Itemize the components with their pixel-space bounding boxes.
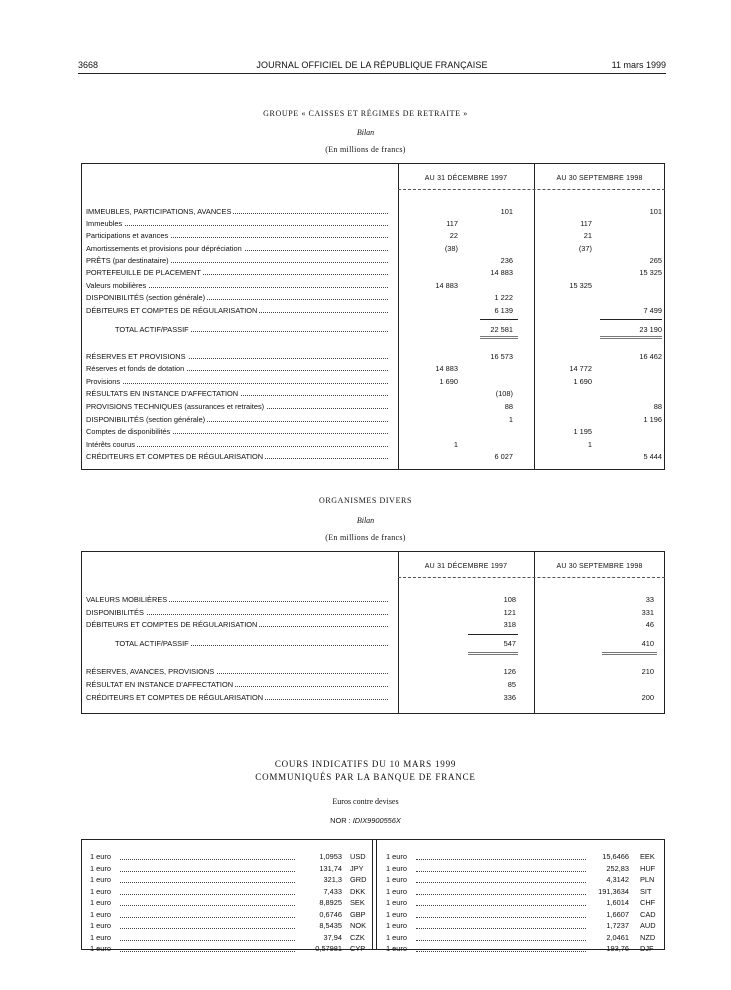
cell-value: 14 883 [435,281,458,290]
table-row [82,325,664,337]
row-label: DISPONIBILITÉS (section générale) [86,415,388,424]
total-rule [480,336,518,339]
currency-label: 1 euro [386,852,407,861]
currency-label: 1 euro [386,909,407,919]
exchange-rate: 321,3 [323,875,342,884]
currency-label: 1 euro [90,944,111,953]
table-row [82,608,664,620]
currency-label: 1 euro [90,886,111,896]
cell-value: 16 573 [490,352,513,361]
table-row [82,306,664,318]
table-row [82,231,664,243]
cell-value: 200 [641,693,654,702]
currency-code: CHF [640,898,656,907]
currency-code: CYP [350,944,366,953]
row-label: CRÉDITEURS ET COMPTES DE RÉGULARISATION [86,693,388,702]
sum-rule [480,319,518,320]
currency-row [386,864,666,874]
page-number: 3668 [78,60,99,70]
col-header-1998: AU 30 SEPTEMBRE 1998 [556,563,643,570]
row-label: RÉSERVES, AVANCES, PROVISIONS [86,667,388,676]
currency-row [90,864,370,874]
currency-label: 1 euro [386,944,407,953]
cell-value: 336 [503,693,516,702]
exchange-rate: 37,94 [323,932,342,942]
table-row [82,402,664,414]
currency-row [90,852,370,862]
nor-value: IDIX9900556X [352,816,401,825]
currency-code: AUD [640,921,656,930]
cell-value: 410 [641,639,654,648]
header-rule [78,73,666,74]
currency-code: EEK [640,852,655,861]
cell-value: 117 [446,219,458,228]
col-divider [376,840,377,949]
exchange-rate: 15,6466 [602,852,629,861]
row-label: CRÉDITEURS ET COMPTES DE RÉGULARISATION [86,452,388,461]
exchange-rate: 4,3142 [606,875,629,884]
currency-row [386,887,666,897]
currency-code: JPY [350,863,364,873]
currency-row [90,875,370,885]
section2-unit: (En millions de francs) [325,533,406,542]
row-label: IMMEUBLES, PARTICIPATIONS, AVANCES [86,207,388,216]
col-header-1997: AU 31 DÉCEMBRE 1997 [424,563,508,570]
cell-value: 15 325 [639,268,662,277]
section1-title: GROUPE « CAISSES ET RÉGIMES DE RETRAITE » [263,109,468,118]
row-label: PROVISIONS TECHNIQUES (assurances et retraites) [86,402,388,411]
exchange-rate: 131,74 [319,863,342,873]
journal-title: JOURNAL OFFICIEL DE LA RÉPUBLIQUE FRANÇAISE [256,60,488,70]
section2-table [81,551,665,714]
currency-row [386,875,666,885]
section1-unit: (En millions de francs) [325,145,406,154]
row-label: Amortissements et provisions pour dépréciation [86,244,388,253]
row-label: RÉSULTATS EN INSTANCE D'AFFECTATION [86,389,388,398]
currency-row [386,933,666,943]
exchange-rate: 7,433 [323,886,342,896]
row-label: TOTAL ACTIF/PASSIF [115,325,388,334]
sum-rule [600,319,662,320]
exchange-rate: 1,6607 [606,909,629,919]
cell-value: 547 [503,639,516,648]
currency-code: DKK [350,886,366,896]
currency-label: 1 euro [90,875,111,884]
currency-code: NOK [350,921,367,930]
row-label: Réserves et fonds de dotation [86,364,388,373]
cell-value: 14 883 [435,364,458,373]
nor-label: NOR : [330,816,351,825]
table-row [82,207,664,219]
table-row [82,293,664,305]
cell-value: 85 [507,680,516,689]
table-row [82,639,664,651]
currency-label: 1 euro [90,898,111,907]
currency-code: DJF [640,944,654,953]
currency-label: 1 euro [386,886,407,896]
cell-value: 1 [508,415,513,424]
row-label: Participations et avances [86,231,388,240]
currency-label: 1 euro [90,921,111,930]
issue-date: 11 mars 1999 [611,60,666,70]
col-divider [372,840,373,949]
cell-value: 1 690 [573,377,592,386]
total-rule [468,652,518,655]
currency-row [386,944,666,954]
header-rule [398,577,665,578]
currency-label: 1 euro [90,932,111,942]
currency-code: CAD [640,909,656,919]
cell-value: 1 690 [439,377,458,386]
cell-value: 6 139 [494,306,513,315]
currency-label: 1 euro [386,875,407,884]
cell-value: 126 [503,667,516,676]
currency-code: PLN [640,875,655,884]
total-rule [600,336,662,339]
exchange-rate: 191,3634 [598,886,629,896]
exchange-rate: 8,8925 [319,898,342,907]
table-row [82,667,664,679]
section3-title-line1: COURS INDICATIFS DU 10 MARS 1999 [274,759,457,769]
cell-value: 14 883 [490,268,513,277]
nor-reference [0,816,731,825]
table-row [82,620,664,632]
cell-value: 101 [500,207,513,216]
currency-row [386,852,666,862]
currency-row [386,898,666,908]
cell-value: 7 499 [643,306,662,315]
row-label: Intérêts courus [86,440,388,449]
exchange-rate: 193,76 [606,944,629,953]
currency-row [386,921,666,931]
cell-value: 22 [449,231,458,240]
currency-label: 1 euro [386,932,407,942]
cell-value: 101 [649,207,662,216]
currency-code: GBP [350,909,366,919]
cell-value: (108) [495,389,513,398]
section1-subtitle: Bilan [356,128,375,137]
row-label: PORTEFEUILLE DE PLACEMENT [86,268,388,277]
currency-code: GRD [350,875,367,884]
cell-value: 210 [641,667,654,676]
currency-label: 1 euro [90,863,111,873]
header-rule [398,189,665,190]
currency-row [90,887,370,897]
exchange-rate: 0,57981 [315,944,342,953]
table-row [82,440,664,452]
section1-table [81,163,665,470]
section3-subtitle: Euros contre devises [332,797,399,806]
cell-value: 88 [653,402,662,411]
currency-code: SEK [350,898,365,907]
row-label: Comptes de disponibilités [86,427,388,436]
cell-value: (38) [444,244,458,253]
exchange-rate: 2,0461 [606,932,629,942]
table-row [82,415,664,427]
cell-value: 6 027 [494,452,513,461]
row-label: DISPONIBILITÉS [86,608,388,617]
page-header [78,60,666,74]
row-label: RÉSERVES ET PROVISIONS [86,352,388,361]
cell-value: 22 581 [490,325,513,334]
cell-value: 16 462 [639,352,662,361]
currency-code: SIT [640,886,652,896]
currency-row [90,933,370,943]
cell-value: 318 [503,620,516,629]
cell-value: 21 [583,231,592,240]
section2-subtitle: Bilan [356,516,375,525]
cell-value: (37) [578,244,592,253]
table-row [82,680,664,692]
currency-label: 1 euro [90,852,111,861]
currency-label: 1 euro [386,898,407,907]
row-label: DISPONIBILITÉS (section générale) [86,293,388,302]
currency-row [90,910,370,920]
table-row [82,364,664,376]
sum-rule [468,634,518,635]
currency-row [90,921,370,931]
cell-value: 1 195 [573,427,592,436]
currency-code: HUF [640,863,656,873]
table-row [82,389,664,401]
currency-code: USD [350,852,366,861]
table-row [82,595,664,607]
currency-row [386,910,666,920]
row-label: PRÊTS (par destinataire) [86,256,388,265]
cell-value: 88 [504,402,513,411]
currency-row [90,898,370,908]
currency-code: CZK [350,932,365,942]
currency-label: 1 euro [386,863,407,873]
col-header-1998: AU 30 SEPTEMBRE 1998 [556,175,643,182]
cell-value: 1 [453,440,458,449]
currency-table [81,839,665,953]
table-row [82,693,664,705]
cell-value: 265 [649,256,662,265]
currency-code: NZD [640,932,656,942]
cell-value: 236 [500,256,513,265]
cell-value: 117 [580,219,592,228]
cell-value: 1 222 [494,293,513,302]
table-row [82,377,664,389]
row-label: Valeurs mobilières [86,281,388,290]
exchange-rate: 1,0953 [319,852,342,861]
table-row [82,244,664,256]
cell-value: 108 [503,595,516,604]
table-row [82,452,664,464]
cell-value: 23 190 [639,325,662,334]
cell-value: 46 [645,620,654,629]
exchange-rate: 8,5435 [319,921,342,930]
cell-value: 1 [587,440,592,449]
section3-title-line2: COMMUNIQUÉS PAR LA BANQUE DE FRANCE [255,772,476,782]
exchange-rate: 1,7237 [606,921,629,930]
exchange-rate: 1,6014 [606,898,629,907]
table-row [82,268,664,280]
row-label: DÉBITEURS ET COMPTES DE RÉGULARISATION [86,306,388,315]
row-label: RÉSULTAT EN INSTANCE D'AFFECTATION [86,680,388,689]
exchange-rate: 0,6746 [319,909,342,919]
table-row [82,256,664,268]
section2-title: ORGANISMES DIVERS [318,496,413,505]
cell-value: 1 196 [643,415,662,424]
table-row [82,427,664,439]
table-row [82,352,664,364]
table-row [82,281,664,293]
row-label: DÉBITEURS ET COMPTES DE RÉGULARISATION [86,620,388,629]
total-rule [602,652,657,655]
col-header-1997: AU 31 DÉCEMBRE 1997 [424,175,508,182]
cell-value: 33 [645,595,654,604]
cell-value: 121 [503,608,516,617]
table-row [82,219,664,231]
currency-label: 1 euro [90,909,111,919]
currency-row [90,944,370,954]
currency-label: 1 euro [386,921,407,930]
row-label: TOTAL ACTIF/PASSIF [115,639,388,648]
exchange-rate: 252,83 [606,863,629,873]
row-label: Provisions [86,377,388,386]
row-label: Immeubles [86,219,388,228]
cell-value: 15 325 [569,281,592,290]
cell-value: 331 [641,608,654,617]
cell-value: 14 772 [569,364,592,373]
row-label: VALEURS MOBILIÈRES [86,595,388,604]
cell-value: 5 444 [643,452,662,461]
